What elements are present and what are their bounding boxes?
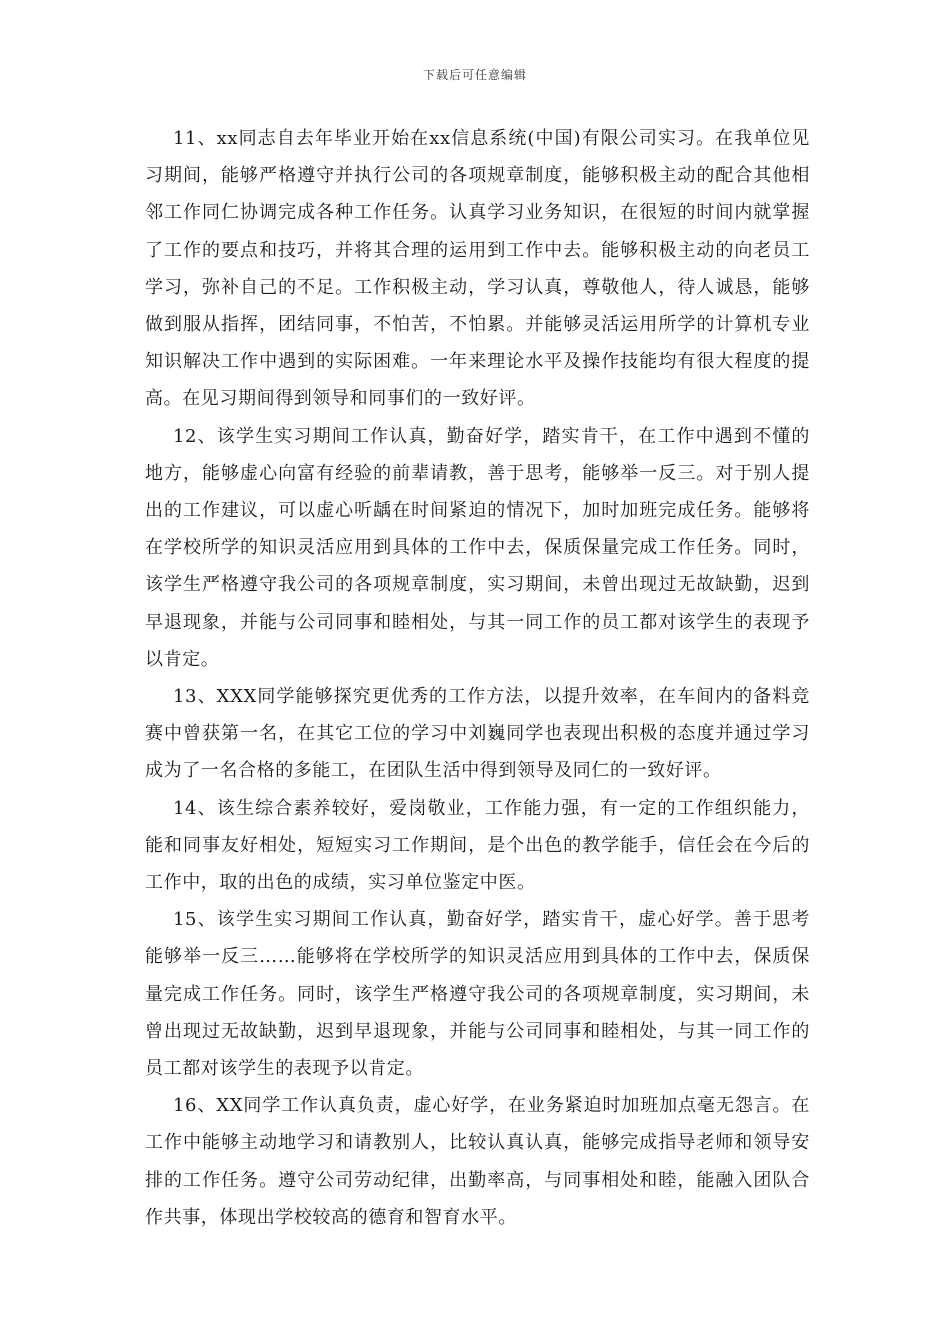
- paragraph-15: 15、该学生实习期间工作认真，勤奋好学，踏实肯干，虚心好学。善于思考能够举一反三……能够将在学校所学的知识灵活应用到具体的工作中去，保质保量完成工作任务。同时，该学生严格遵守我公司的各项规章制度，实习期间，未曾出现过无故缺勤，迟到早退现象，并能与公司同事和睦相处，与其一同工作的员工都对该学生的表现予以肯定。: [145, 909, 810, 1080]
- paragraph-11: 11、xx同志自去年毕业开始在xx信息系统(中国)有限公司实习。在我单位见习期间，能够严格遵守并执行公司的各项规章制度，能够积极主动的配合其他相邻工作同仁协调完成各种工作任务。认真学习业务知识，在很短的时间内就掌握了工作的要点和技巧，并将其合理的运用到工作中去。能够积极主动的向老员工学习，弥补自己的不足。工作积极主动，学习认真，尊敬他人，待人诚恳，能够做到服从指挥，团结同事，不怕苦，不怕累。并能够灵活运用所学的计算机专业知识解决工作中遇到的实际困难。一年来理论水平及操作技能均有很大程度的提高。在见习期间得到领导和同事们的一致好评。: [145, 128, 810, 410]
- document-body: [145, 120, 810, 1236]
- paragraph-13: 13、XXX同学能够探究更优秀的工作方法，以提升效率，在车间内的备料竞赛中曾获第一名，在其它工位的学习中刘巍同学也表现出积极的态度并通过学习成为了一名合格的多能工，在团队生活中得到领导及同仁的一致好评。: [145, 686, 810, 782]
- paragraph-12: 12、该学生实习期间工作认真，勤奋好学，踏实肯干，在工作中遇到不懂的地方，能够虚心向富有经验的前辈请教，善于思考，能够举一反三。对于别人提出的工作建议，可以虚心听龋在时间紧迫的情况下，加时加班完成任务。能够将在学校所学的知识灵活应用到具体的工作中去，保质保量完成工作任务。同时，该学生严格遵守我公司的各项规章制度，实习期间，未曾出现过无故缺勤，迟到早退现象，并能与公司同事和睦相处，与其一同工作的员工都对该学生的表现予以肯定。: [145, 425, 810, 670]
- paragraph-16: 16、XX同学工作认真负责，虚心好学，在业务紧迫时加班加点毫无怨言。在工作中能够主动地学习和请教别人，比较认真认真，能够完成指导老师和领导安排的工作任务。遵守公司劳动纪律，出勤率高，与同事相处和睦，能融入团队合作共事，体现出学校较高的德育和智育水平。: [145, 1095, 810, 1228]
- page-header: 下载后可任意编辑: [422, 68, 527, 82]
- paragraph-14: 14、该生综合素养较好，爱岗敬业，工作能力强，有一定的工作组织能力，能和同事友好相处，短短实习工作期间，是个出色的教学能手，信任会在今后的工作中，取的出色的成绩，实习单位鉴定中医。: [145, 797, 810, 894]
